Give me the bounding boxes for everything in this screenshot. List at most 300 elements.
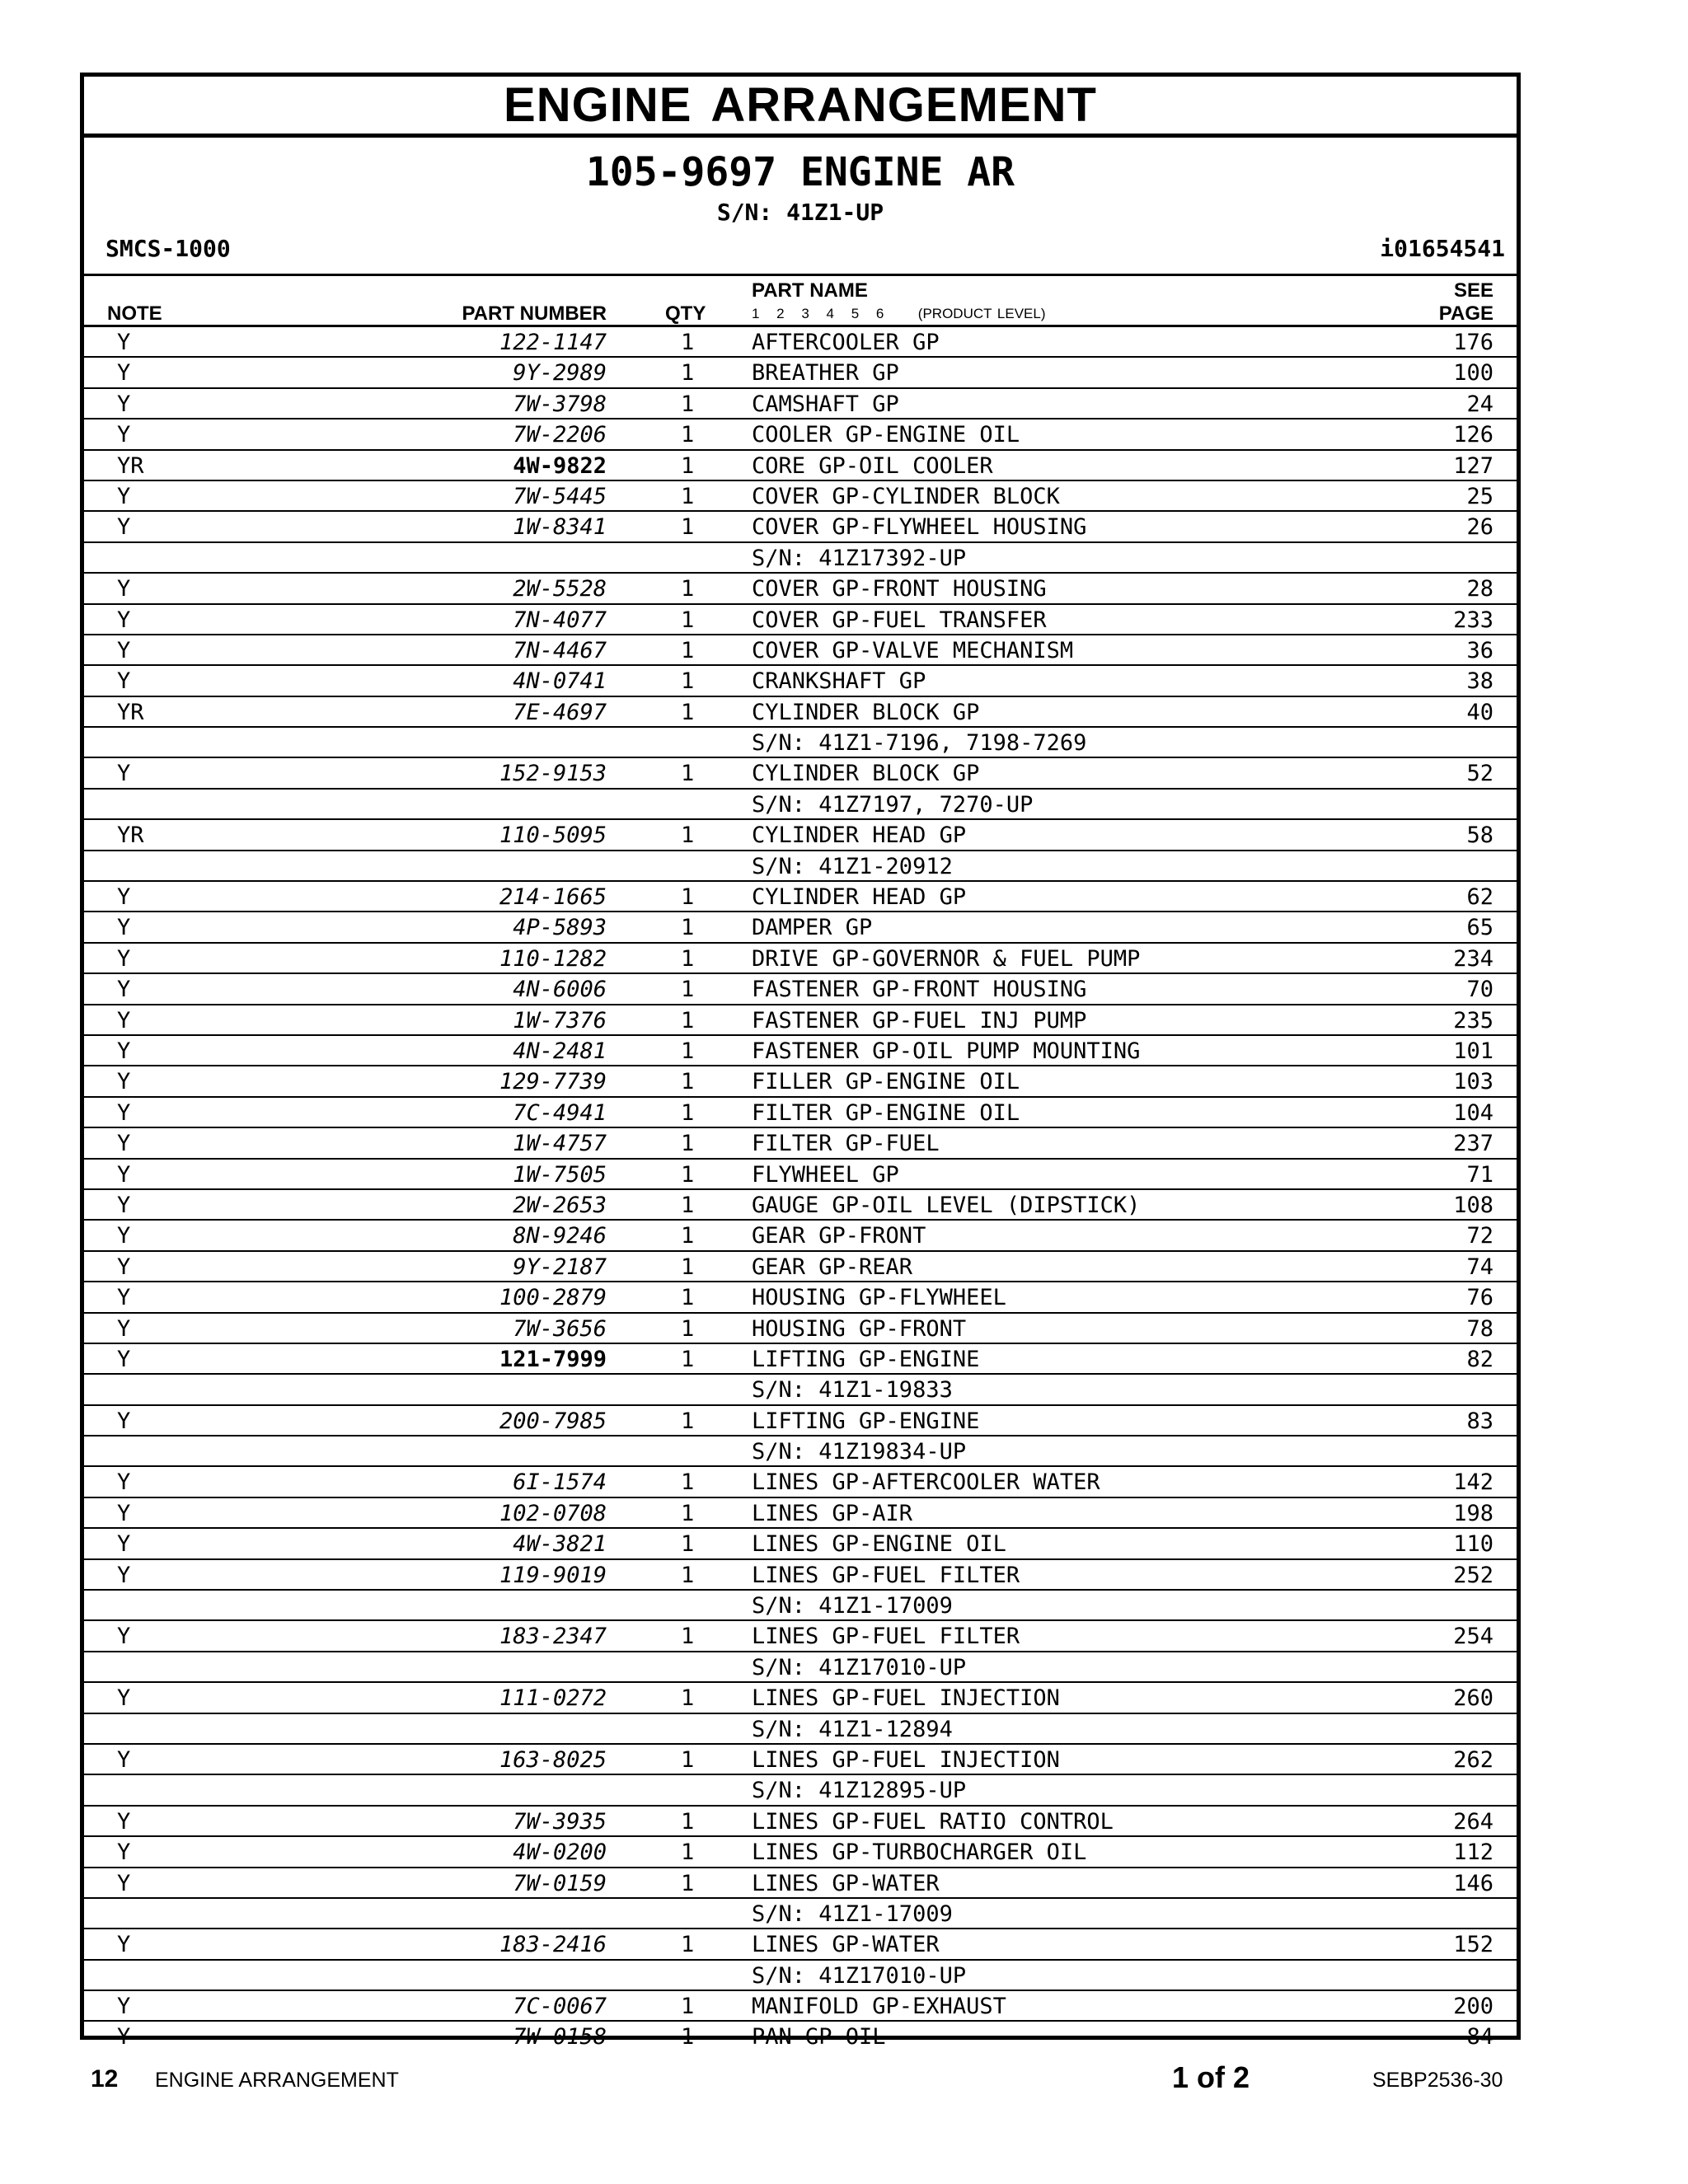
qty-cell: 1 [681, 1808, 695, 1835]
see-page-cell: 28 [1466, 576, 1493, 602]
qty-cell: 1 [681, 1038, 695, 1064]
see-page-cell: 198 [1453, 1500, 1493, 1526]
part-name-cell: LIFTING GP-ENGINE [752, 1346, 980, 1372]
part-number-cell: 9Y-2989 [513, 360, 607, 387]
qty-cell: 1 [681, 1161, 695, 1188]
note-cell: Y [117, 1192, 131, 1218]
part-number-cell: 163-8025 [499, 1746, 607, 1773]
qty-cell: 1 [681, 1131, 695, 1157]
note-cell: Y [117, 977, 131, 1003]
note-cell: Y [117, 607, 131, 633]
table-row [84, 666, 1517, 696]
col-see: SEE [1453, 279, 1493, 302]
qty-cell: 1 [681, 1285, 695, 1311]
table-row [84, 605, 1517, 635]
part-number-cell: 7W-0159 [513, 1870, 607, 1896]
part-number-cell: 9Y-2187 [513, 1254, 607, 1280]
qty-cell: 1 [681, 1685, 695, 1712]
col-qty: QTY [665, 302, 706, 325]
note-cell: Y [117, 1223, 131, 1249]
part-name-cell: S/N: 41Z1-17009 [752, 1900, 953, 1927]
table-row [84, 1005, 1517, 1036]
part-number-cell: 110-1282 [499, 945, 607, 972]
part-name-cell: GEAR GP-REAR [752, 1254, 913, 1280]
see-page-cell: 235 [1453, 1007, 1493, 1033]
table-row [84, 1899, 1517, 1929]
see-page-cell: 24 [1466, 391, 1493, 417]
note-cell: Y [117, 945, 131, 972]
part-name-cell: CORE GP-OIL COOLER [752, 452, 993, 479]
note-cell: YR [117, 823, 144, 849]
note-cell: Y [117, 360, 131, 387]
part-name-cell: COVER GP-FUEL TRANSFER [752, 607, 1047, 633]
table-row [84, 1745, 1517, 1775]
qty-cell: 1 [681, 1531, 695, 1558]
part-number-cell: 7N-4467 [513, 637, 607, 663]
part-number-cell: 119-9019 [499, 1562, 607, 1588]
qty-cell: 1 [681, 607, 695, 633]
note-cell: Y [117, 1808, 131, 1835]
table-row [84, 1375, 1517, 1405]
table-row [84, 974, 1517, 1005]
qty-cell: 1 [681, 1192, 695, 1218]
part-name-cell: LINES GP-ENGINE OIL [752, 1531, 1006, 1558]
qty-cell: 1 [681, 1932, 695, 1958]
part-number-cell: 7C-0067 [513, 1994, 607, 2020]
table-row [84, 1775, 1517, 1806]
part-number-cell: 7W-3656 [513, 1315, 607, 1342]
table-row [84, 1282, 1517, 1313]
see-page-cell: 74 [1466, 1254, 1493, 1280]
qty-cell: 1 [681, 823, 695, 849]
part-number-cell: 4W-3821 [513, 1531, 607, 1558]
note-cell: Y [117, 668, 131, 695]
table-row [84, 358, 1517, 388]
section-title: ENGINE ARRANGEMENT [84, 77, 1517, 138]
see-page-cell: 82 [1466, 1346, 1493, 1372]
note-cell: Y [117, 1994, 131, 2020]
qty-cell: 1 [681, 2024, 695, 2050]
see-page-cell: 146 [1453, 1870, 1493, 1896]
table-row [84, 790, 1517, 820]
column-header [84, 276, 1517, 327]
part-name-cell: S/N: 41Z1-19833 [752, 1377, 953, 1404]
note-cell: Y [117, 1408, 131, 1434]
part-name-cell: GEAR GP-FRONT [752, 1223, 926, 1249]
part-name-cell: FASTENER GP-FRONT HOUSING [752, 977, 1087, 1003]
table-row [84, 944, 1517, 974]
table-row [84, 1929, 1517, 1960]
qty-cell: 1 [681, 1500, 695, 1526]
table-row [84, 851, 1517, 882]
note-cell: Y [117, 1131, 131, 1157]
col-product-levels [752, 306, 1046, 322]
qty-cell: 1 [681, 452, 695, 479]
note-cell: Y [117, 1870, 131, 1896]
part-name-cell: LIFTING GP-ENGINE [752, 1408, 980, 1434]
note-cell: YR [117, 699, 144, 725]
note-cell: Y [117, 1685, 131, 1712]
part-name-cell: MANIFOLD GP-EXHAUST [752, 1994, 1006, 2020]
parts-list-frame [80, 73, 1521, 2050]
part-name-cell: COVER GP-CYLINDER BLOCK [752, 483, 1060, 509]
part-name-cell: FASTENER GP-FUEL INJ PUMP [752, 1007, 1087, 1033]
qty-cell: 1 [681, 1870, 695, 1896]
qty-cell: 1 [681, 668, 695, 695]
note-cell: Y [117, 1099, 131, 1126]
note-cell: Y [117, 1254, 131, 1280]
part-name-cell: FILLER GP-ENGINE OIL [752, 1069, 1020, 1095]
footer-doc-id: SEBP2536-30 [1372, 2069, 1503, 2092]
note-cell: Y [117, 576, 131, 602]
table-row [84, 1098, 1517, 1128]
part-number-cell: 1W-7376 [513, 1007, 607, 1033]
note-cell: Y [117, 1624, 131, 1650]
see-page-cell: 26 [1466, 514, 1493, 541]
part-name-cell: COVER GP-VALVE MECHANISM [752, 637, 1074, 663]
table-row [84, 912, 1517, 943]
part-name-cell: S/N: 41Z17010-UP [752, 1962, 967, 1989]
table-row [84, 635, 1517, 666]
see-page-cell: 62 [1466, 884, 1493, 911]
part-name-cell: S/N: 41Z1-17009 [752, 1593, 953, 1619]
qty-cell: 1 [681, 915, 695, 941]
qty-cell: 1 [681, 483, 695, 509]
part-name-cell: CYLINDER BLOCK GP [752, 761, 980, 787]
qty-cell: 1 [681, 884, 695, 911]
table-row [84, 1252, 1517, 1282]
note-cell: Y [117, 1038, 131, 1064]
qty-cell: 1 [681, 1840, 695, 1866]
table-row [84, 2022, 1517, 2052]
table-row [84, 1128, 1517, 1159]
col-part-name: PART NAME [752, 279, 868, 302]
note-cell: Y [117, 761, 131, 787]
table-row [84, 1036, 1517, 1066]
table-row [84, 1652, 1517, 1683]
footer-page-of: 1 of 2 [1172, 2060, 1250, 2094]
qty-cell: 1 [681, 1007, 695, 1033]
table-row [84, 1436, 1517, 1467]
table-row [84, 1066, 1517, 1097]
part-name-cell: COVER GP-FLYWHEEL HOUSING [752, 514, 1087, 541]
part-name-cell: S/N: 41Z17392-UP [752, 545, 967, 571]
part-name-cell: FILTER GP-ENGINE OIL [752, 1099, 1020, 1126]
part-number-cell: 1W-8341 [513, 514, 607, 541]
smcs-code: SMCS-1000 [106, 235, 231, 262]
table-row [84, 389, 1517, 419]
part-name-cell: S/N: 41Z1-7196, 7198-7269 [752, 730, 1087, 757]
see-page-cell: 83 [1466, 1408, 1493, 1434]
table-row [84, 1190, 1517, 1221]
qty-cell: 1 [681, 1408, 695, 1434]
part-name-cell: S/N: 41Z17010-UP [752, 1654, 967, 1680]
table-row [84, 1621, 1517, 1652]
qty-cell: 1 [681, 1223, 695, 1249]
note-cell: Y [117, 1346, 131, 1372]
table-row [84, 1714, 1517, 1745]
part-number-cell: 7N-4077 [513, 607, 607, 633]
col-note: NOTE [107, 302, 162, 325]
table-row [84, 543, 1517, 574]
see-page-cell: 71 [1466, 1161, 1493, 1188]
note-cell: Y [117, 915, 131, 941]
see-page-cell: 142 [1453, 1469, 1493, 1496]
note-cell: Y [117, 1531, 131, 1558]
table-row [84, 1991, 1517, 2022]
part-number-cell: 2W-5528 [513, 576, 607, 602]
part-name-cell: S/N: 41Z19834-UP [752, 1439, 967, 1465]
part-name-cell: LINES GP-FUEL INJECTION [752, 1746, 1060, 1773]
table-row [84, 1961, 1517, 1991]
table-row [84, 1344, 1517, 1375]
part-name-cell: S/N: 41Z1-20912 [752, 853, 953, 879]
table-row [84, 1314, 1517, 1344]
note-cell: Y [117, 514, 131, 541]
part-number-cell: 7C-4941 [513, 1099, 607, 1126]
see-page-cell: 112 [1453, 1840, 1493, 1866]
see-page-cell: 176 [1453, 330, 1493, 355]
see-page-cell: 40 [1466, 699, 1493, 725]
level-numbers: 1 2 3 4 5 6 [752, 306, 884, 321]
part-name-cell: S/N: 41Z1-12894 [752, 1716, 953, 1742]
qty-cell: 1 [681, 514, 695, 541]
table-row [84, 419, 1517, 450]
part-number-cell: 1W-4757 [513, 1131, 607, 1157]
table-row [84, 882, 1517, 912]
see-page-cell: 108 [1453, 1192, 1493, 1218]
see-page-cell: 264 [1453, 1808, 1493, 1835]
qty-cell: 1 [681, 1624, 695, 1650]
table-row [84, 1591, 1517, 1621]
qty-cell: 1 [681, 1994, 695, 2020]
part-name-cell: CRANKSHAFT GP [752, 668, 926, 695]
see-page-cell: 254 [1453, 1624, 1493, 1650]
part-name-cell: DAMPER GP [752, 915, 873, 941]
table-row [84, 327, 1517, 358]
note-cell: Y [117, 1500, 131, 1526]
table-row [84, 1560, 1517, 1591]
table-row [84, 1683, 1517, 1713]
part-number-cell: 110-5095 [499, 823, 607, 849]
footer-page-number: 12 [91, 2065, 119, 2093]
see-page-cell: 127 [1453, 452, 1493, 479]
part-name-cell: CYLINDER HEAD GP [752, 823, 967, 849]
part-number-cell: 4N-0741 [513, 668, 607, 695]
note-cell: Y [117, 483, 131, 509]
note-cell: Y [117, 1285, 131, 1311]
part-number-cell: 4N-6006 [513, 977, 607, 1003]
part-number-cell: 7W-3798 [513, 391, 607, 417]
part-name-cell: BREATHER GP [752, 360, 899, 387]
table-row [84, 1807, 1517, 1837]
part-number-cell: 6I-1574 [513, 1469, 607, 1496]
see-page-cell: 103 [1453, 1069, 1493, 1095]
col-page: PAGE [1438, 302, 1493, 325]
qty-cell: 1 [681, 699, 695, 725]
qty-cell: 1 [681, 1254, 695, 1280]
note-cell: Y [117, 1007, 131, 1033]
part-name-cell: HOUSING GP-FRONT [752, 1315, 967, 1342]
part-number-cell: 129-7739 [499, 1069, 607, 1095]
part-number-cell: 1W-7505 [513, 1161, 607, 1188]
part-name-cell: FLYWHEEL GP [752, 1161, 899, 1188]
part-name-cell: CYLINDER BLOCK GP [752, 699, 980, 725]
col-part-number: PART NUMBER [462, 302, 607, 325]
table-row [84, 1529, 1517, 1559]
qty-cell: 1 [681, 1562, 695, 1588]
qty-cell: 1 [681, 1746, 695, 1773]
group-title: 105-9697 ENGINE AR [585, 149, 1015, 195]
note-cell: Y [117, 1840, 131, 1866]
part-number-cell: 2W-2653 [513, 1192, 607, 1218]
part-name-cell: CYLINDER HEAD GP [752, 884, 967, 911]
qty-cell: 1 [681, 1469, 695, 1496]
part-number-cell: 111-0272 [499, 1685, 607, 1712]
part-name-cell: HOUSING GP-FLYWHEEL [752, 1285, 1006, 1311]
group-header [84, 138, 1517, 276]
part-number-cell: 4W-9822 [513, 452, 607, 479]
part-number-cell: 152-9153 [499, 761, 607, 787]
see-page-cell: 237 [1453, 1131, 1493, 1157]
qty-cell: 1 [681, 1315, 695, 1342]
table-row [84, 697, 1517, 728]
qty-cell: 1 [681, 637, 695, 663]
note-cell: Y [117, 1069, 131, 1095]
see-page-cell: 25 [1466, 483, 1493, 509]
note-cell: Y [117, 1161, 131, 1188]
see-page-cell: 70 [1466, 977, 1493, 1003]
part-number-cell: 102-0708 [499, 1500, 607, 1526]
see-page-cell: 52 [1466, 761, 1493, 787]
part-name-cell: LINES GP-WATER [752, 1870, 940, 1896]
part-name-cell: DRIVE GP-GOVERNOR & FUEL PUMP [752, 945, 1141, 972]
table-row [84, 481, 1517, 512]
table-row [84, 728, 1517, 758]
illustration-id: i01654541 [1380, 235, 1505, 262]
note-cell: Y [117, 422, 131, 448]
note-cell: Y [117, 2024, 131, 2050]
see-page-cell: 252 [1453, 1562, 1493, 1588]
qty-cell: 1 [681, 1099, 695, 1126]
note-cell: Y [117, 1746, 131, 1773]
part-name-cell: S/N: 41Z12895-UP [752, 1778, 967, 1804]
note-cell: Y [117, 1315, 131, 1342]
table-row [84, 451, 1517, 481]
qty-cell: 1 [681, 422, 695, 448]
table-row [84, 1160, 1517, 1190]
see-page-cell: 104 [1453, 1099, 1493, 1126]
part-number-cell: 4P-5893 [513, 915, 607, 941]
qty-cell: 1 [681, 761, 695, 787]
qty-cell: 1 [681, 360, 695, 387]
part-number-cell: 4W-0200 [513, 1840, 607, 1866]
part-number-cell: 100-2879 [499, 1285, 607, 1311]
part-name-cell: COVER GP-FRONT HOUSING [752, 576, 1047, 602]
see-page-cell: 65 [1466, 915, 1493, 941]
table-row [84, 574, 1517, 604]
see-page-cell: 233 [1453, 607, 1493, 633]
note-cell: Y [117, 391, 131, 417]
table-row [84, 820, 1517, 851]
part-name-cell: S/N: 41Z7197, 7270-UP [752, 791, 1034, 818]
qty-cell: 1 [681, 576, 695, 602]
part-name-cell: LINES GP-TURBOCHARGER OIL [752, 1840, 1087, 1866]
part-number-cell: 122-1147 [499, 330, 607, 355]
see-page-cell: 110 [1453, 1531, 1493, 1558]
table-row [84, 512, 1517, 542]
see-page-cell: 126 [1453, 422, 1493, 448]
page-footer [0, 2060, 1688, 2102]
part-number-cell: 183-2416 [499, 1932, 607, 1958]
note-cell: Y [117, 330, 131, 355]
part-number-cell: 7W-5445 [513, 483, 607, 509]
part-name-cell: LINES GP-AIR [752, 1500, 913, 1526]
part-name-cell: LINES GP-FUEL INJECTION [752, 1685, 1060, 1712]
part-name-cell: AFTERCOOLER GP [752, 330, 940, 355]
qty-cell: 1 [681, 391, 695, 417]
table-row [84, 1467, 1517, 1497]
see-page-cell: 78 [1466, 1315, 1493, 1342]
note-cell: Y [117, 1932, 131, 1958]
table-row [84, 1406, 1517, 1436]
part-number-cell: 8N-9246 [513, 1223, 607, 1249]
see-page-cell: 262 [1453, 1746, 1493, 1773]
part-name-cell: PAN GP-OIL [752, 2024, 886, 2050]
note-cell: Y [117, 884, 131, 911]
part-name-cell: GAUGE GP-OIL LEVEL (DIPSTICK) [752, 1192, 1141, 1218]
part-number-cell: 7E-4697 [513, 699, 607, 725]
part-name-cell: CAMSHAFT GP [752, 391, 899, 417]
see-page-cell: 36 [1466, 637, 1493, 663]
part-number-cell: 121-7999 [499, 1346, 607, 1372]
part-number-cell: 183-2347 [499, 1624, 607, 1650]
serial-range: S/N: 41Z1-UP [716, 199, 884, 226]
table-row [84, 1221, 1517, 1251]
part-number-cell: 214-1665 [499, 884, 607, 911]
see-page-cell: 234 [1453, 945, 1493, 972]
part-name-cell: FASTENER GP-OIL PUMP MOUNTING [752, 1038, 1141, 1064]
see-page-cell: 38 [1466, 668, 1493, 695]
part-name-cell: LINES GP-FUEL FILTER [752, 1624, 1020, 1650]
see-page-cell: 100 [1453, 360, 1493, 387]
see-page-cell: 76 [1466, 1285, 1493, 1311]
part-number-cell: 7W-2206 [513, 422, 607, 448]
product-level-label: (PRODUCT LEVEL) [917, 306, 1046, 321]
see-page-cell: 58 [1466, 823, 1493, 849]
part-name-cell: LINES GP-AFTERCOOLER WATER [752, 1469, 1100, 1496]
see-page-cell: 152 [1453, 1932, 1493, 1958]
qty-cell: 1 [681, 977, 695, 1003]
qty-cell: 1 [681, 1069, 695, 1095]
footer-section: ENGINE ARRANGEMENT [155, 2069, 399, 2092]
see-page-cell: 101 [1453, 1038, 1493, 1064]
qty-cell: 1 [681, 1346, 695, 1372]
note-cell: Y [117, 1469, 131, 1496]
part-name-cell: COOLER GP-ENGINE OIL [752, 422, 1020, 448]
part-number-cell: 200-7985 [499, 1408, 607, 1434]
see-page-cell: 72 [1466, 1223, 1493, 1249]
part-number-cell: 4N-2481 [513, 1038, 607, 1064]
parts-table-body [84, 327, 1517, 2053]
table-row [84, 1868, 1517, 1899]
see-page-cell: 200 [1453, 1994, 1493, 2020]
qty-cell: 1 [681, 330, 695, 355]
part-name-cell: LINES GP-FUEL RATIO CONTROL [752, 1808, 1114, 1835]
table-row [84, 1837, 1517, 1868]
part-name-cell: LINES GP-FUEL FILTER [752, 1562, 1020, 1588]
qty-cell: 1 [681, 945, 695, 972]
